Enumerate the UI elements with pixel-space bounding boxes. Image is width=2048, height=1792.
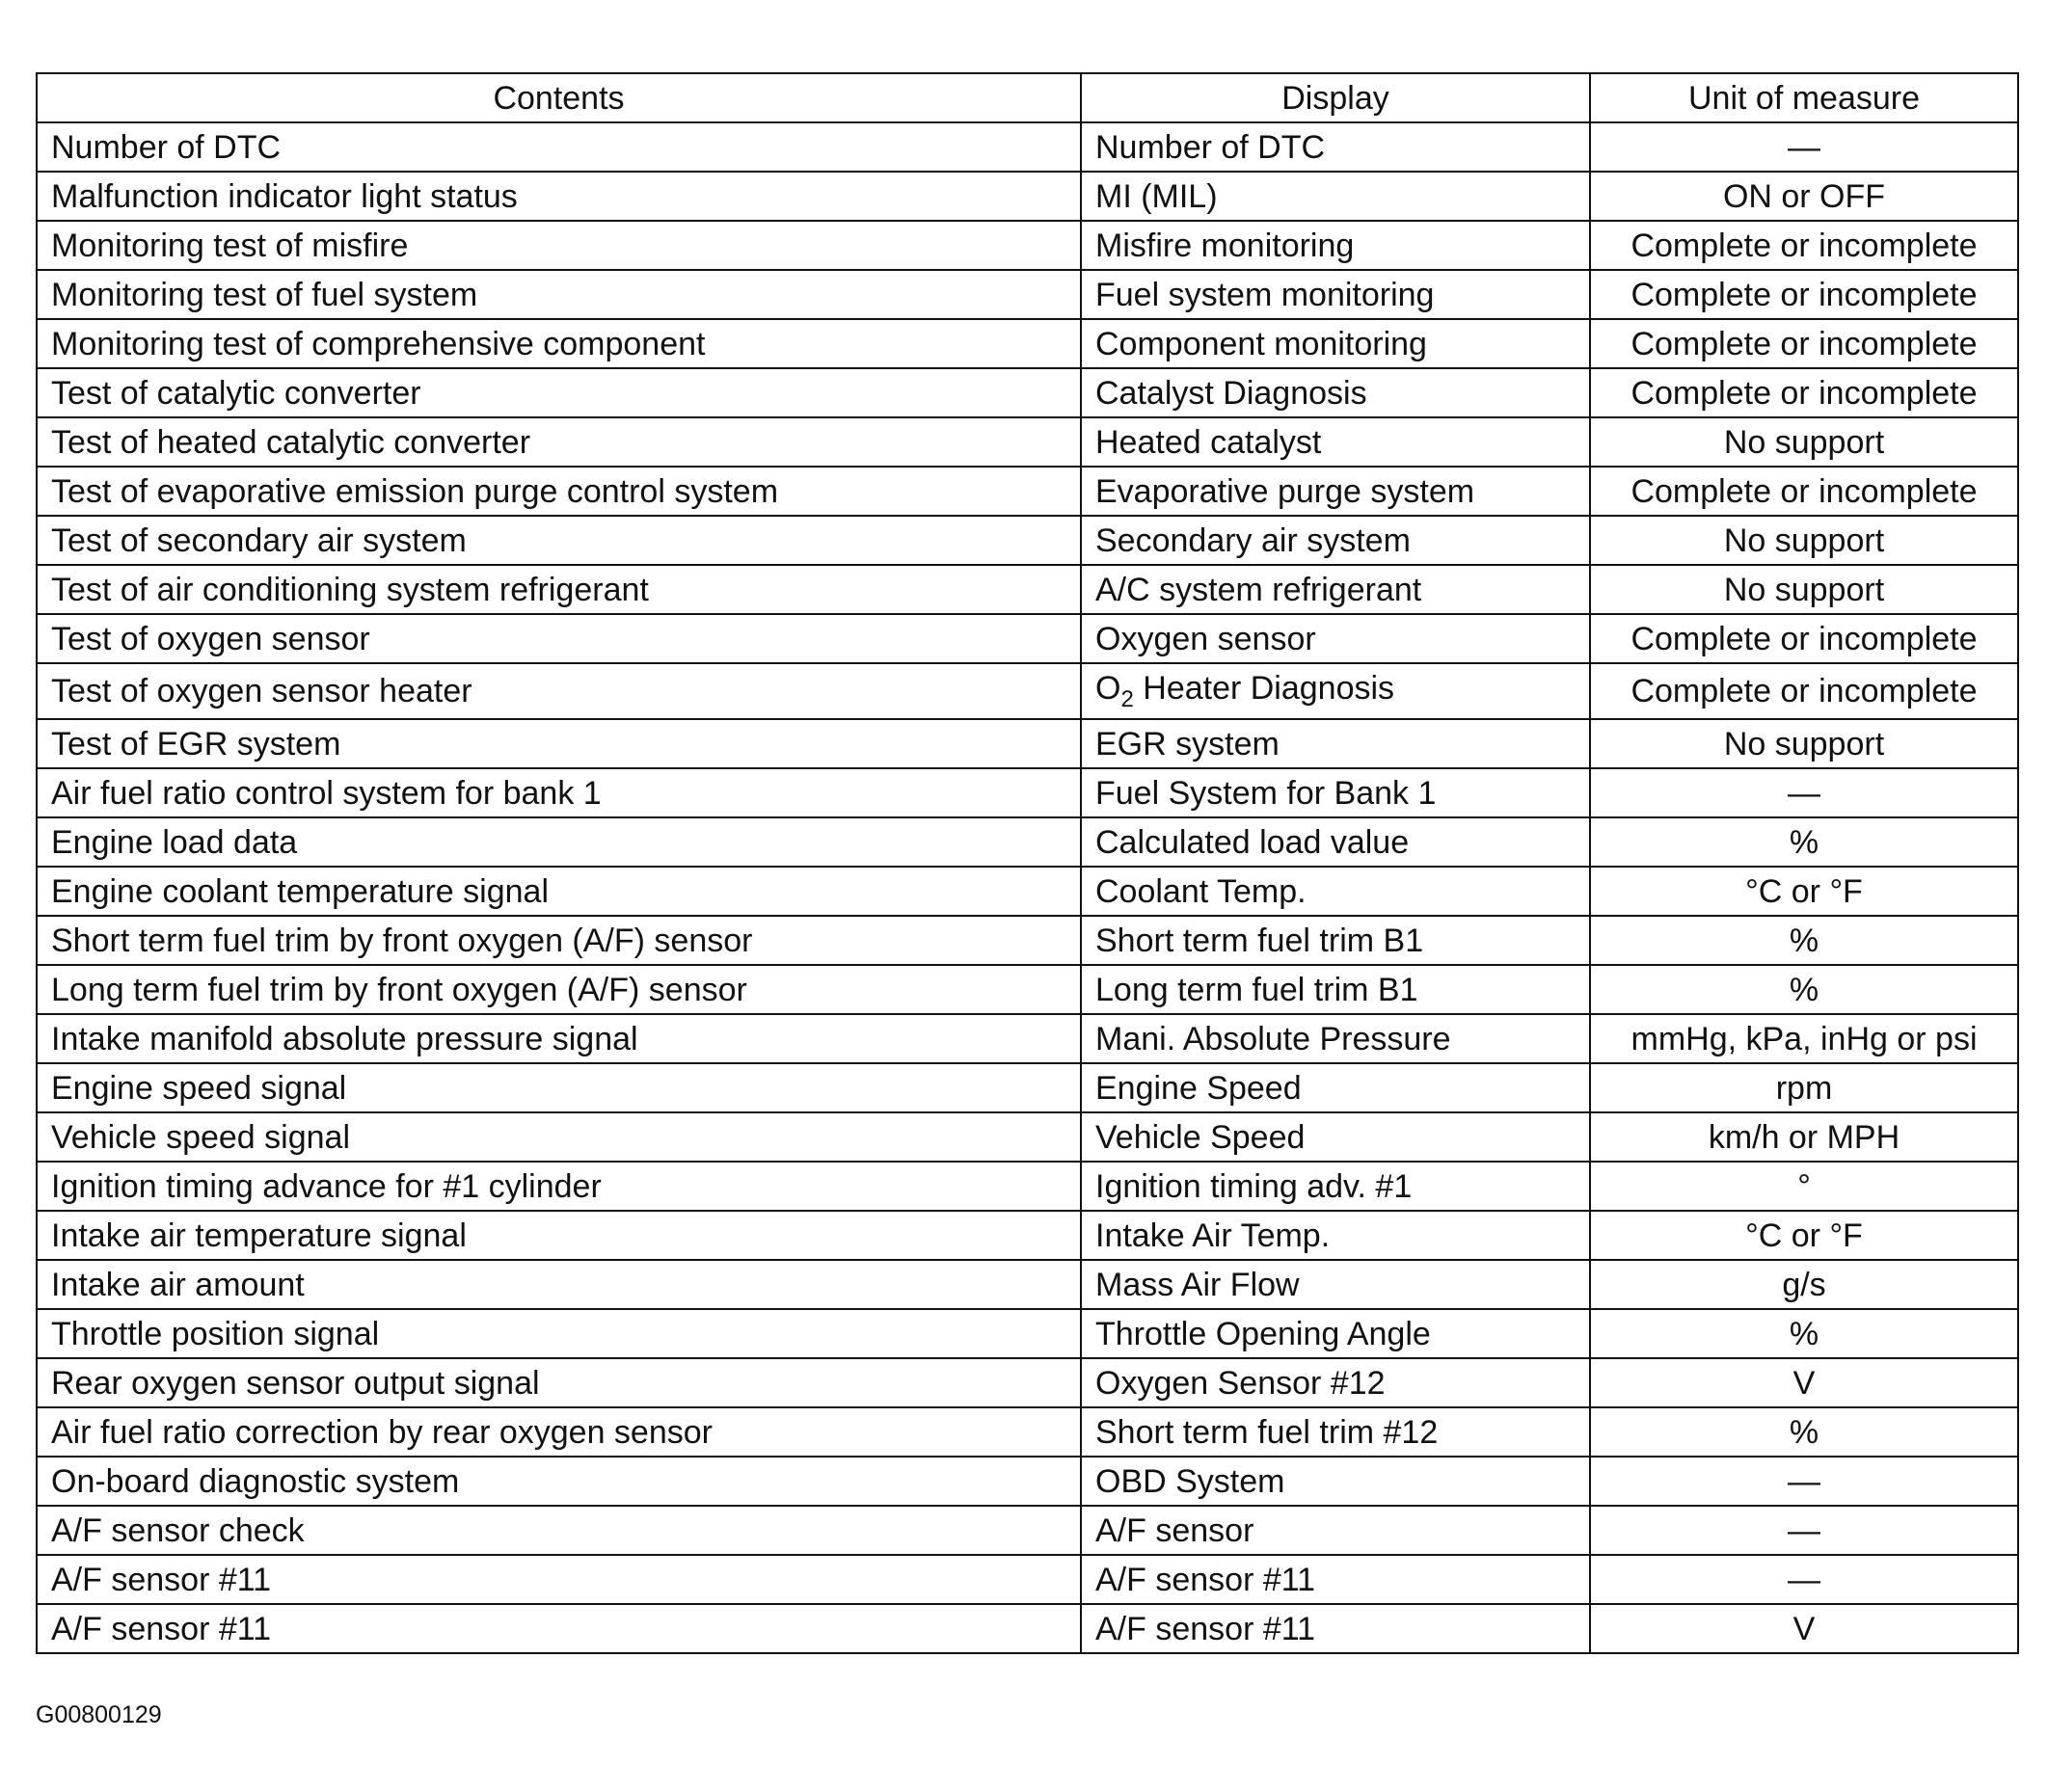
table-row bbox=[37, 1162, 2018, 1211]
table-row bbox=[37, 319, 2018, 368]
cell-display: Number of DTC bbox=[1081, 122, 1590, 172]
cell-contents: Throttle position signal bbox=[37, 1309, 1081, 1358]
cell-unit: Complete or incomplete bbox=[1590, 467, 2018, 516]
cell-display: A/C system refrigerant bbox=[1081, 565, 1590, 614]
o2-base-text: O bbox=[1095, 669, 1121, 707]
cell-display: Secondary air system bbox=[1081, 516, 1590, 565]
table-row bbox=[37, 1014, 2018, 1063]
table-row bbox=[37, 817, 2018, 867]
cell-unit: No support bbox=[1590, 565, 2018, 614]
table-row bbox=[37, 1555, 2018, 1604]
cell-display: A/F sensor bbox=[1081, 1506, 1590, 1555]
table-row bbox=[37, 1112, 2018, 1162]
cell-display: Fuel System for Bank 1 bbox=[1081, 768, 1590, 817]
table-row bbox=[37, 1309, 2018, 1358]
cell-contents: Test of air conditioning system refrigerant bbox=[37, 565, 1081, 614]
cell-contents: Intake air amount bbox=[37, 1260, 1081, 1309]
cell-contents: Test of secondary air system bbox=[37, 516, 1081, 565]
table-row bbox=[37, 122, 2018, 172]
cell-unit: — bbox=[1590, 1506, 2018, 1555]
table-row bbox=[37, 1457, 2018, 1506]
cell-display: Coolant Temp. bbox=[1081, 867, 1590, 916]
table-row bbox=[37, 614, 2018, 663]
cell-display: Long term fuel trim B1 bbox=[1081, 965, 1590, 1014]
cell-contents: Intake manifold absolute pressure signal bbox=[37, 1014, 1081, 1063]
cell-display bbox=[1081, 663, 1590, 719]
header-row bbox=[37, 73, 2018, 122]
cell-unit: Complete or incomplete bbox=[1590, 270, 2018, 319]
table-row bbox=[37, 467, 2018, 516]
table-row bbox=[37, 663, 2018, 719]
table-row bbox=[37, 768, 2018, 817]
cell-unit: Complete or incomplete bbox=[1590, 319, 2018, 368]
cell-display: Evaporative purge system bbox=[1081, 467, 1590, 516]
cell-contents: Monitoring test of misfire bbox=[37, 221, 1081, 270]
cell-contents: Malfunction indicator light status bbox=[37, 172, 1081, 221]
table-row bbox=[37, 719, 2018, 768]
cell-unit: % bbox=[1590, 965, 2018, 1014]
cell-contents: Test of oxygen sensor bbox=[37, 614, 1081, 663]
cell-unit: g/s bbox=[1590, 1260, 2018, 1309]
cell-unit: Complete or incomplete bbox=[1590, 663, 2018, 719]
cell-display: Catalyst Diagnosis bbox=[1081, 368, 1590, 417]
cell-contents: A/F sensor #11 bbox=[37, 1604, 1081, 1653]
cell-contents: Test of EGR system bbox=[37, 719, 1081, 768]
cell-unit: mmHg, kPa, inHg or psi bbox=[1590, 1014, 2018, 1063]
cell-contents: Engine load data bbox=[37, 817, 1081, 867]
cell-unit: ON or OFF bbox=[1590, 172, 2018, 221]
cell-contents: Engine speed signal bbox=[37, 1063, 1081, 1112]
cell-unit: — bbox=[1590, 1555, 2018, 1604]
column-header-unit: Unit of measure bbox=[1590, 73, 2018, 122]
cell-contents: Test of evaporative emission purge control system bbox=[37, 467, 1081, 516]
cell-display: Intake Air Temp. bbox=[1081, 1211, 1590, 1260]
cell-contents: Air fuel ratio control system for bank 1 bbox=[37, 768, 1081, 817]
table-row bbox=[37, 965, 2018, 1014]
cell-contents: Test of oxygen sensor heater bbox=[37, 663, 1081, 719]
table-row bbox=[37, 1211, 2018, 1260]
table-row bbox=[37, 417, 2018, 467]
table-row bbox=[37, 1407, 2018, 1457]
cell-contents: Long term fuel trim by front oxygen (A/F) sensor bbox=[37, 965, 1081, 1014]
table-row bbox=[37, 1506, 2018, 1555]
cell-display: Oxygen sensor bbox=[1081, 614, 1590, 663]
cell-display: EGR system bbox=[1081, 719, 1590, 768]
o2-subscript: 2 bbox=[1120, 685, 1134, 712]
table-row bbox=[37, 1260, 2018, 1309]
table-row bbox=[37, 916, 2018, 965]
cell-display: Mani. Absolute Pressure bbox=[1081, 1014, 1590, 1063]
table-row bbox=[37, 1358, 2018, 1407]
cell-unit: — bbox=[1590, 1457, 2018, 1506]
cell-display: Oxygen Sensor #12 bbox=[1081, 1358, 1590, 1407]
cell-unit: — bbox=[1590, 122, 2018, 172]
cell-contents: Test of catalytic converter bbox=[37, 368, 1081, 417]
cell-display: Misfire monitoring bbox=[1081, 221, 1590, 270]
o2-rest-text: Heater Diagnosis bbox=[1133, 669, 1395, 707]
cell-display: A/F sensor #11 bbox=[1081, 1555, 1590, 1604]
cell-unit: V bbox=[1590, 1604, 2018, 1653]
cell-unit: Complete or incomplete bbox=[1590, 221, 2018, 270]
cell-contents: A/F sensor check bbox=[37, 1506, 1081, 1555]
cell-unit: % bbox=[1590, 1309, 2018, 1358]
cell-contents: A/F sensor #11 bbox=[37, 1555, 1081, 1604]
cell-display: Short term fuel trim B1 bbox=[1081, 916, 1590, 965]
cell-display: Fuel system monitoring bbox=[1081, 270, 1590, 319]
cell-unit: — bbox=[1590, 768, 2018, 817]
cell-unit: km/h or MPH bbox=[1590, 1112, 2018, 1162]
cell-display: Calculated load value bbox=[1081, 817, 1590, 867]
table-row bbox=[37, 516, 2018, 565]
cell-unit: °C or °F bbox=[1590, 867, 2018, 916]
cell-display: Short term fuel trim #12 bbox=[1081, 1407, 1590, 1457]
cell-unit: % bbox=[1590, 817, 2018, 867]
cell-contents: Vehicle speed signal bbox=[37, 1112, 1081, 1162]
column-header-display: Display bbox=[1081, 73, 1590, 122]
cell-display: OBD System bbox=[1081, 1457, 1590, 1506]
cell-unit: V bbox=[1590, 1358, 2018, 1407]
cell-contents: Number of DTC bbox=[37, 122, 1081, 172]
table-row bbox=[37, 270, 2018, 319]
cell-unit: rpm bbox=[1590, 1063, 2018, 1112]
cell-display: Mass Air Flow bbox=[1081, 1260, 1590, 1309]
cell-unit: ° bbox=[1590, 1162, 2018, 1211]
table-row bbox=[37, 565, 2018, 614]
cell-contents: Engine coolant temperature signal bbox=[37, 867, 1081, 916]
cell-unit: No support bbox=[1590, 516, 2018, 565]
cell-unit: °C or °F bbox=[1590, 1211, 2018, 1260]
cell-display: MI (MIL) bbox=[1081, 172, 1590, 221]
cell-unit: No support bbox=[1590, 417, 2018, 467]
cell-contents: Intake air temperature signal bbox=[37, 1211, 1081, 1260]
cell-contents: Air fuel ratio correction by rear oxygen sensor bbox=[37, 1407, 1081, 1457]
cell-contents: Monitoring test of comprehensive component bbox=[37, 319, 1081, 368]
cell-contents: Ignition timing advance for #1 cylinder bbox=[37, 1162, 1081, 1211]
cell-unit: % bbox=[1590, 916, 2018, 965]
cell-display: Heated catalyst bbox=[1081, 417, 1590, 467]
cell-display: Throttle Opening Angle bbox=[1081, 1309, 1590, 1358]
cell-unit: Complete or incomplete bbox=[1590, 614, 2018, 663]
table-row bbox=[37, 221, 2018, 270]
table-row bbox=[37, 1604, 2018, 1653]
cell-unit: No support bbox=[1590, 719, 2018, 768]
cell-unit: Complete or incomplete bbox=[1590, 368, 2018, 417]
cell-display: Component monitoring bbox=[1081, 319, 1590, 368]
cell-display: Vehicle Speed bbox=[1081, 1112, 1590, 1162]
cell-display: Engine Speed bbox=[1081, 1063, 1590, 1112]
data-table bbox=[36, 72, 2019, 1654]
table-row bbox=[37, 368, 2018, 417]
table-row bbox=[37, 867, 2018, 916]
cell-display: Ignition timing adv. #1 bbox=[1081, 1162, 1590, 1211]
column-header-contents: Contents bbox=[37, 73, 1081, 122]
cell-display: A/F sensor #11 bbox=[1081, 1604, 1590, 1653]
figure-id-label: G00800129 bbox=[36, 1701, 162, 1728]
cell-contents: On-board diagnostic system bbox=[37, 1457, 1081, 1506]
cell-contents: Test of heated catalytic converter bbox=[37, 417, 1081, 467]
cell-contents: Rear oxygen sensor output signal bbox=[37, 1358, 1081, 1407]
cell-contents: Monitoring test of fuel system bbox=[37, 270, 1081, 319]
cell-contents: Short term fuel trim by front oxygen (A/F) sensor bbox=[37, 916, 1081, 965]
table-row bbox=[37, 1063, 2018, 1112]
table-row bbox=[37, 172, 2018, 221]
cell-unit: % bbox=[1590, 1407, 2018, 1457]
